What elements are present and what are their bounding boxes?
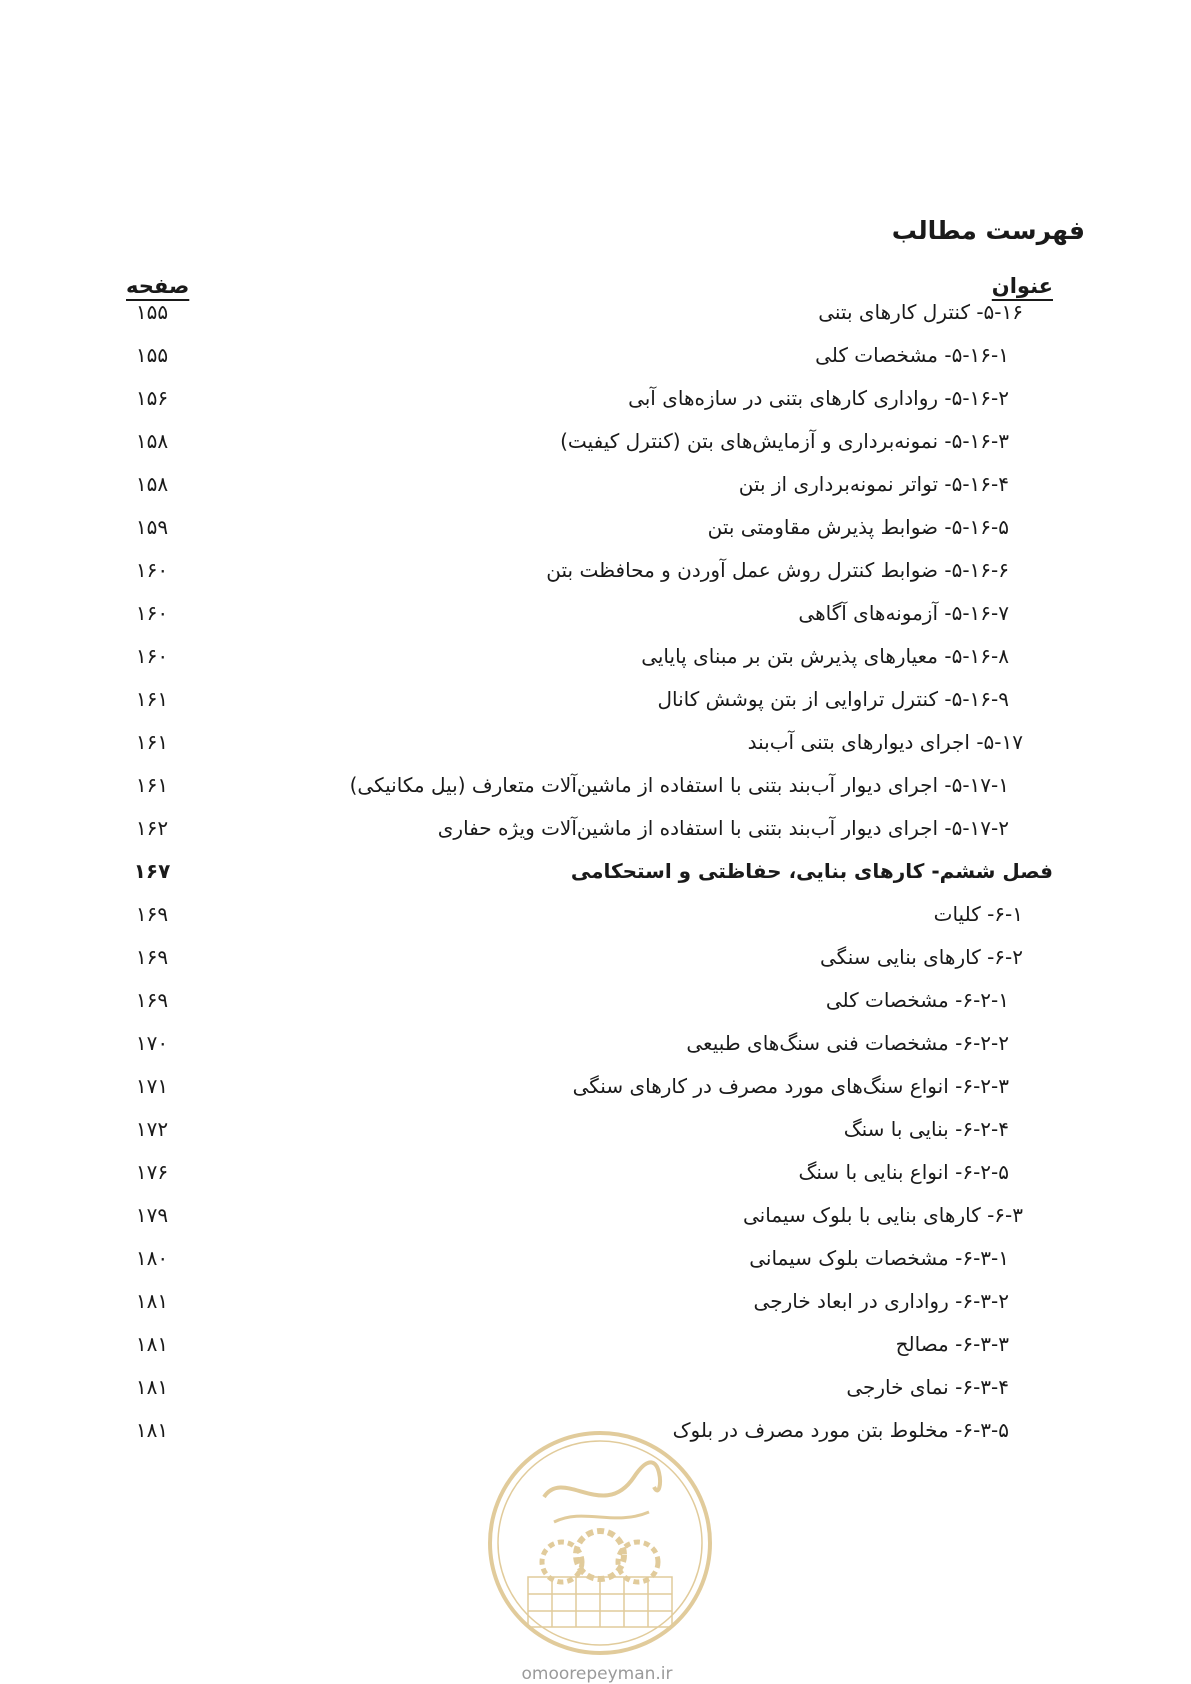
toc-entry-page: ۱۵۹ <box>135 515 169 539</box>
toc-row <box>0 980 1191 1020</box>
toc-entry-page: ۱۶۱ <box>135 773 169 797</box>
toc-entry-title: ۶-۳-۵- مخلوط بتن مورد مصرف در بلوک <box>672 1418 1009 1442</box>
toc-entry-page: ۱۷۶ <box>135 1160 169 1184</box>
toc-row <box>0 378 1191 418</box>
toc-entry-page: ۱۷۲ <box>135 1117 169 1141</box>
toc-entry-page: ۱۵۵ <box>135 343 169 367</box>
toc-row <box>0 765 1191 805</box>
toc-row <box>0 550 1191 590</box>
toc-entry-page: ۱۵۸ <box>135 429 169 453</box>
toc-entry-page: ۱۶۷ <box>133 859 171 883</box>
toc-row <box>0 464 1191 504</box>
title-column-header: عنوان <box>991 274 1053 298</box>
watermark-site: omoorepeyman.ir <box>521 1664 673 1684</box>
toc-row <box>0 808 1191 848</box>
toc-entry-title: ۶-۱- کلیات <box>933 902 1023 926</box>
toc-entry-page: ۱۶۲ <box>135 816 169 840</box>
toc-entry-title: ۶-۲- کارهای بنایی سنگی <box>820 945 1023 969</box>
toc-entry-title: ۶-۲-۳- انواع سنگ‌های مورد مصرف در کارهای سنگی <box>572 1074 1009 1098</box>
toc-entry-title: ۶-۳-۱- مشخصات بلوک سیمانی <box>749 1246 1009 1270</box>
toc-entry-page: ۱۶۱ <box>135 730 169 754</box>
toc-row <box>0 507 1191 547</box>
toc-entry-page: ۱۵۵ <box>135 300 169 324</box>
toc-row <box>0 937 1191 977</box>
toc-entry-page: ۱۶۰ <box>135 558 169 582</box>
toc-entry-page: ۱۶۹ <box>135 902 169 926</box>
toc-entry-title: ۵-۱۶-۲- رواداری کارهای بتنی در سازه‌های آبی <box>628 386 1009 410</box>
toc-entry-title: ۶-۲-۱- مشخصات کلی <box>825 988 1009 1012</box>
toc-row <box>0 1066 1191 1106</box>
toc-entry-page: ۱۸۱ <box>135 1418 169 1442</box>
page-title: فهرست مطالب <box>891 216 1085 245</box>
toc-row <box>0 722 1191 762</box>
toc-row <box>0 1324 1191 1364</box>
toc-row <box>0 1367 1191 1407</box>
toc-entry-page: ۱۶۱ <box>135 687 169 711</box>
toc-entry-title: ۵-۱۷-۱- اجرای دیوار آب‌بند بتنی با استفاده از ماشین‌آلات متعارف (بیل مکانیکی) <box>349 773 1009 797</box>
toc-entry-title: ۵-۱۶-۴- تواتر نمونه‌برداری از بتن <box>738 472 1009 496</box>
toc-entry-page: ۱۶۰ <box>135 601 169 625</box>
toc-entry-title: ۶-۳-۳- مصالح <box>895 1332 1009 1356</box>
toc-entry-page: ۱۶۹ <box>135 988 169 1012</box>
toc-entry-page: ۱۷۱ <box>135 1074 169 1098</box>
toc-row <box>0 1023 1191 1063</box>
toc-row <box>0 1195 1191 1235</box>
toc-entry-page: ۱۵۸ <box>135 472 169 496</box>
toc-entry-title: ۶-۲-۴- بنایی با سنگ <box>843 1117 1009 1141</box>
page-column-header: صفحه <box>126 274 190 298</box>
toc-entry-page: ۱۶۹ <box>135 945 169 969</box>
toc-entry-title: ۵-۱۷- اجرای دیوارهای بتنی آب‌بند <box>747 730 1023 754</box>
toc-entry-page: ۱۸۱ <box>135 1289 169 1313</box>
toc-entry-title: ۵-۱۶-۸- معیارهای پذیرش بتن بر مبنای پایایی <box>641 644 1009 668</box>
toc-entry-title: ۵-۱۶-۱- مشخصات کلی <box>815 343 1009 367</box>
toc-row <box>0 593 1191 633</box>
toc-chapter-row <box>0 851 1191 891</box>
toc-row <box>0 292 1191 332</box>
toc-entry-title: ۵-۱۶-۷- آزمونه‌های آگاهی <box>798 601 1009 625</box>
toc-entry-title: ۶-۲-۲- مشخصات فنی سنگ‌های طبیعی <box>686 1031 1009 1055</box>
toc-entry-page: ۱۸۰ <box>135 1246 169 1270</box>
toc-entry-title: ۵-۱۶-۹- کنترل تراوایی از بتن پوشش کانال <box>657 687 1009 711</box>
toc-entry-title: فصل ششم- کارهای بنایی، حفاظتی و استحکامی <box>570 859 1053 883</box>
watermark-logo <box>484 1427 716 1659</box>
toc-entry-title: ۶-۲-۵- انواع بنایی با سنگ <box>798 1160 1009 1184</box>
toc-row <box>0 679 1191 719</box>
toc-entry-title: ۵-۱۶- کنترل کارهای بتنی <box>818 300 1023 324</box>
toc-row <box>0 1238 1191 1278</box>
toc-row <box>0 894 1191 934</box>
toc-entry-page: ۱۷۰ <box>135 1031 169 1055</box>
toc-entry-title: ۵-۱۶-۶- ضوابط کنترل روش عمل آوردن و محافظت بتن <box>546 558 1009 582</box>
toc-row <box>0 636 1191 676</box>
toc-entry-page: ۱۸۱ <box>135 1332 169 1356</box>
toc-entry-page: ۱۶۰ <box>135 644 169 668</box>
toc-entry-title: ۵-۱۶-۵- ضوابط پذیرش مقاومتی بتن <box>707 515 1009 539</box>
toc-row <box>0 1109 1191 1149</box>
toc-entry-title: ۶-۳-۴- نمای خارجی <box>846 1375 1009 1399</box>
toc-entry-page: ۱۵۶ <box>135 386 169 410</box>
toc-entry-title: ۶-۳- کارهای بنایی با بلوک سیمانی <box>743 1203 1023 1227</box>
toc-row <box>0 421 1191 461</box>
toc-entry-title: ۵-۱۷-۲- اجرای دیوار آب‌بند بتنی با استفاده از ماشین‌آلات ویژه حفاری <box>437 816 1009 840</box>
toc-entry-title: ۵-۱۶-۳- نمونه‌برداری و آزمایش‌های بتن (کنترل کیفیت) <box>560 429 1009 453</box>
toc-entry-page: ۱۷۹ <box>135 1203 169 1227</box>
toc-entry-title: ۶-۳-۲- رواداری در ابعاد خارجی <box>753 1289 1009 1313</box>
toc-row <box>0 1152 1191 1192</box>
toc-row <box>0 335 1191 375</box>
toc-entry-page: ۱۸۱ <box>135 1375 169 1399</box>
toc-row <box>0 1281 1191 1321</box>
